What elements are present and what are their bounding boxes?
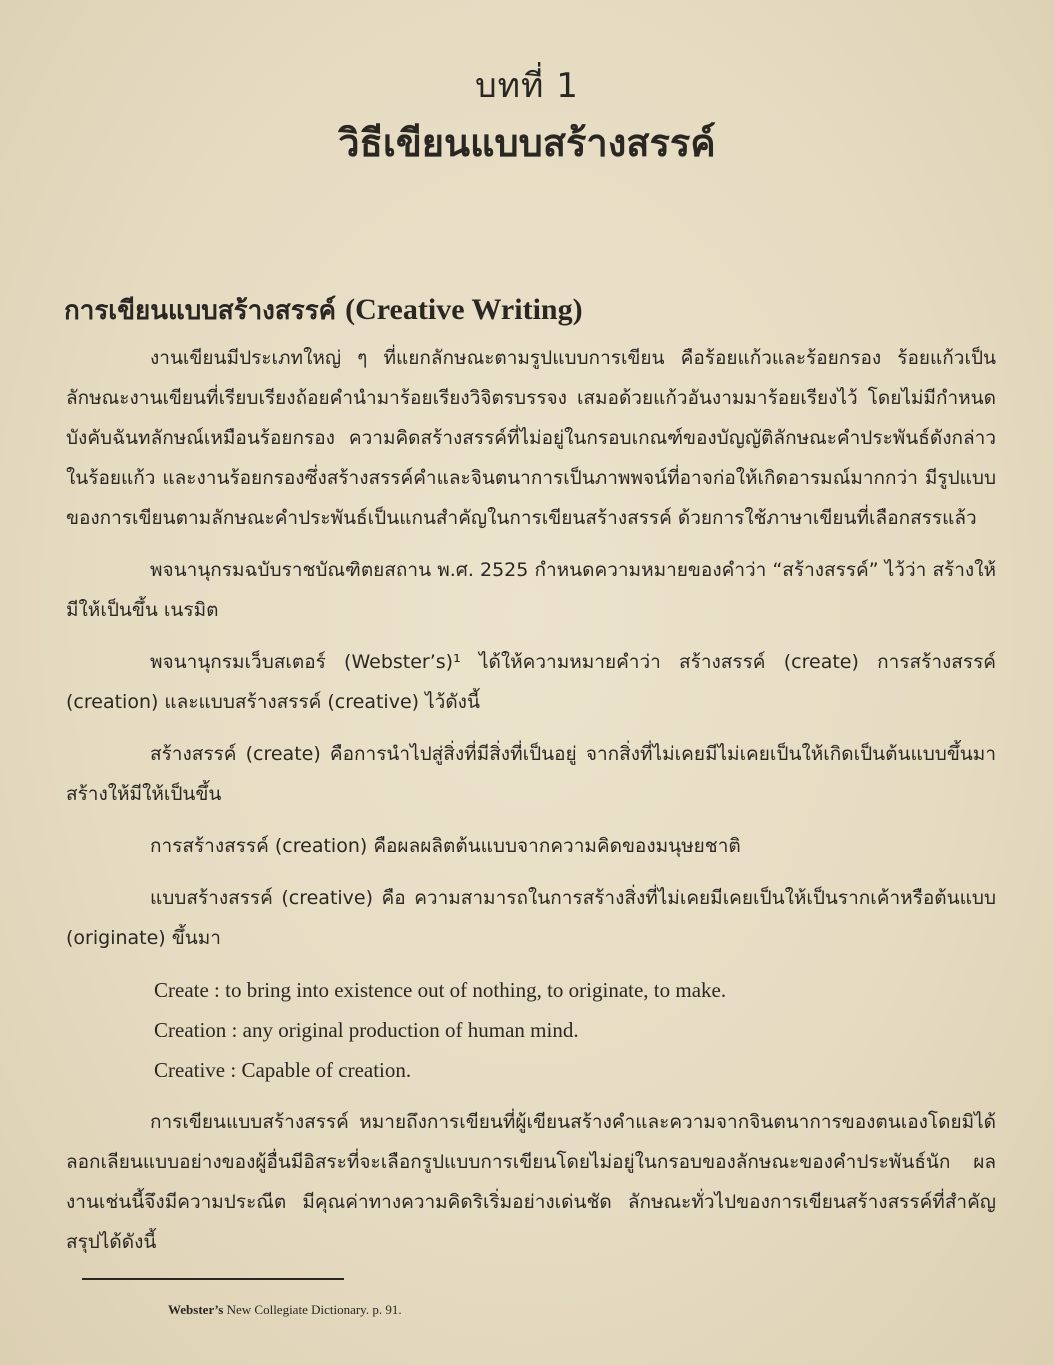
chapter-number: บทที่ 1 [475, 66, 579, 106]
footnote-source-title: Webster’s [168, 1302, 224, 1317]
section-heading-english: (Creative Writing) [345, 293, 583, 326]
paragraph-intro: งานเขียนมีประเภทใหญ่ ๆ ที่แยกลักษณะตามรูปแบบการเขียน คือร้อยแก้วและร้อยกรอง ร้อยแก้วเป็นลักษณะงานเขียนที่เรียบเรียงถ้อยคำนำมาร้อยเรียงวิจิตรบรรจง เสมอด้วยแก้วอันงามมาร้อยเรียงไว้ โดยไม่มีกำหนดบังคับฉันทลักษณ์เหมือนร้อยกรอง ความคิดสร้างสรรค์ที่ไม่อยู่ในกรอบเกณฑ์ของบัญญัติลักษณะคำประพันธ์ดังกล่าวในร้อยแก้ว และงานร้อยกรองซึ่งสร้างสรรค์คำและจินตนาการเป็นภาพพจน์ที่อาจก่อให้เกิดอารมณ์มากกว่า มีรูปแบบของการเขียนตามลักษณะคำประพันธ์เป็นแกนสำคัญในการเขียนสร้างสรรค์ ด้วยการใช้ภาษาเขียนที่เลือกสรรแล้ว [66, 347, 996, 529]
paragraph-webster: พจนานุกรมเว็บสเตอร์ (Webster’s)¹ ได้ให้ความหมายคำว่า สร้างสรรค์ (create) การสร้างสรรค์ (creation) และแบบสร้างสรรค์ (creative) ไว้ดังนี้ [66, 651, 996, 713]
footnote-source-detail: New Collegiate Dictionary. p. 91. [223, 1302, 402, 1317]
body-text [66, 338, 996, 1274]
definition-creation: Creation : any original production of human mind. [154, 1018, 579, 1042]
section-heading-thai: การเขียนแบบสร้างสรรค์ [64, 296, 337, 326]
paragraph-creative: แบบสร้างสรรค์ (creative) คือ ความสามารถในการสร้างสิ่งที่ไม่เคยมีเคยเป็นให้เป็นรากเค้าหรือต้นแบบ (originate) ขึ้นมา [66, 887, 996, 949]
chapter-title: วิธีเขียนแบบสร้างสรรค์ [338, 121, 716, 165]
paragraph-create: สร้างสรรค์ (create) คือการนำไปสู่สิ่งที่มีสิ่งที่เป็นอยู่ จากสิ่งที่ไม่เคยมีไม่เคยเป็นให้เกิดเป็นต้นแบบขึ้นมา สร้างให้มีให้เป็นขึ้น [66, 743, 996, 805]
footnote-divider [82, 1278, 344, 1280]
paragraph-royal-dictionary: พจนานุกรมฉบับราชบัณฑิตยสถาน พ.ศ. 2525 กำหนดความหมายของคำว่า “สร้างสรรค์” ไว้ว่า สร้างให้มีให้เป็นขึ้น เนรมิต [66, 559, 996, 621]
definition-creative: Creative : Capable of creation. [154, 1058, 412, 1082]
english-definitions [66, 970, 996, 1090]
paragraph-creation: การสร้างสรรค์ (creation) คือผลผลิตต้นแบบจากความคิดของมนุษยชาติ [150, 835, 741, 857]
paragraph-closing: การเขียนแบบสร้างสรรค์ หมายถึงการเขียนที่ผู้เขียนสร้างคำและความจากจินตนาการของตนเองโดยมิได้ลอกเลียนแบบอย่างของผู้อื่นมีอิสระที่จะเลือกรูปแบบการเขียนโดยไม่อยู่ในกรอบของลักษณะของคำประพันธ์นัก ผลงานเช่นนี้จึงมีความประณีต มีคุณค่าทางความคิดริเริ่มอย่างเด่นชัด ลักษณะทั่วไปของการเขียนสร้างสรรค์ที่สำคัญ สรุปได้ดังนี้ [66, 1111, 996, 1253]
footnote [168, 1302, 402, 1318]
definition-create: Create : to bring into existence out of nothing, to originate, to make. [154, 978, 727, 1002]
section-heading [64, 290, 583, 331]
